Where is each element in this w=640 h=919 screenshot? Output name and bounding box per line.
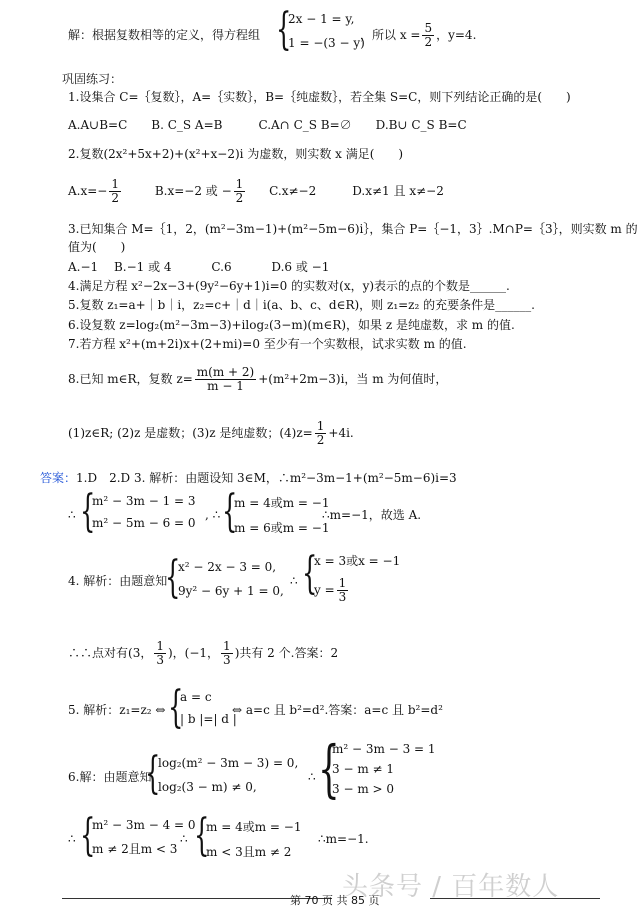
question-1-options: A.A∪B=C B. C_S A=B C.A∩ C_S B=∅ D.B∪ C_S B=C [68,118,467,132]
equation-system: m = 4或m = −1 m < 3且m ≠ 2 [206,820,302,859]
equation: 1 = −(3 − y) [288,36,365,50]
answer-5-result: ⇔ a=c 且 b²=d².答案：a=c 且 b²=d² [232,703,443,717]
answer-3-end: ∴m=−1，故选 A. [322,508,422,522]
equation-system: x² − 2x − 3 = 0, 9y² − 6y + 1 = 0, [178,560,284,598]
brace: { [276,4,292,55]
therefore: ∴ [68,508,76,522]
brace: { [222,486,238,537]
question-8: 8.已知 m∈R，复数 z= $\frac{m(m + 2)}{m - 1}$ +(m²+2m−3)i，当 m 为何值时， [68,365,448,394]
therefore: , ∴ [205,508,221,522]
answer-4-intro: 4. 解析：由题意知 [68,574,168,588]
equation-system: a = c | b |=| d | [180,690,237,726]
therefore: ∴ [290,574,298,588]
question-8-parts: (1)z∈R; (2)z 是虚数；(3)z 是纯虚数；(4)z= $\frac{1}{2}$ +4i. [68,419,354,448]
brace: { [145,748,161,799]
brace: { [165,552,181,603]
question-1: 1.设集合 C=｛复数｝，A=｛实数｝，B=｛纯虚数｝，若全集 S=C，则下列结论正确的是( ) [68,90,571,104]
brace: { [168,682,184,733]
answer-4-result: ∴∴点对有(3， $\frac{1}{3}$ )，(−1， $\frac{1}{3}$ )共有 2 个.答案：2 [68,639,339,668]
brace: { [302,548,318,599]
question-2: 2.复数(2x²+5x+2)+(x²+x−2)i 为虚数，则实数 x 满足( ) [68,147,404,161]
question-5: 5.复数 z₁=a+｜b｜i，z₂=c+｜d｜i(a、b、c、d∈R)，则 z₁=z₂ 的充要条件是______. [68,298,535,312]
therefore: ∴ [308,770,316,784]
solution-result: ，所以 x = $\frac{5}{2}$ ，y=4. [360,21,477,50]
equation-system: m² − 3m − 3 = 1 3 − m ≠ 1 3 − m > 0 [332,742,436,796]
question-4: 4.满足方程 x²−2x−3+(9y²−6y+1)i=0 的实数对(x，y)表示的点的个数是______. [68,279,510,293]
answer-6-end: ∴m=−1. [318,832,369,846]
brace: { [80,810,96,861]
brace: { [194,810,210,861]
question-2-options: A.x=− $\frac{1}{2}$ B.x=−2 或 − $\frac{1}{2}$ C.x≠−2 D.x≠1 且 x≠−2 [68,177,444,206]
question-3: 3.已知集合 M=｛1，2，(m²−3m−1)+(m²−5m−6)i｝，集合 P=｛−1，3｝.M∩P=｛3｝，则实数 m 的 [68,222,638,236]
equation-system [288,12,365,50]
answer-line: 答案：1.D 2.D 3. 解析：由题设知 3∈M，∴m²−3m−1+(m²−5m−6)i=3 [40,471,457,485]
solution-intro: 解：根据复数相等的定义，得方程组 [68,28,261,42]
watermark: 头条号 / 百年数人 [342,872,560,902]
section-title: 巩固练习： [62,72,123,86]
equation-system: m² − 3m − 4 = 0 m ≠ 2且m < 3 [92,818,196,856]
brace: { [318,732,340,805]
equation-system: m² − 3m − 1 = 3 m² − 5m − 6 = 0 [92,494,196,530]
therefore: ∴ [180,832,188,846]
question-6: 6.设复数 z=log₂(m²−3m−3)+ilog₂(3−m)(m∈R)，如果 z 是纯虚数，求 m 的值. [68,318,515,332]
page-number: 第 70 页 共 85 页 [290,894,380,907]
answer-5-intro: 5. 解析：z₁=z₂ ⇔ [68,703,166,717]
question-7: 7.若方程 x²+(m+2i)x+(2+mi)=0 至少有一个实数根，试求实数 m 的值. [68,337,467,351]
answer-6-intro: 6.解：由题意知 [68,770,152,784]
equation-system: log₂(m² − 3m − 3) = 0, log₂(3 − m) ≠ 0, [158,756,299,794]
equation: 2x − 1 = y, [288,12,355,26]
equation-system: x = 3或x = −1 y = $\frac{1}{3}$ [314,554,401,605]
equation-system: m = 4或m = −1 m = 6或m = −1 [234,496,330,535]
therefore: ∴ [68,832,76,846]
brace: { [80,486,96,537]
question-3-options: A.−1 B.−1 或 4 C.6 D.6 或 −1 [68,260,330,274]
question-3-cont: 值为( ) [68,240,126,254]
